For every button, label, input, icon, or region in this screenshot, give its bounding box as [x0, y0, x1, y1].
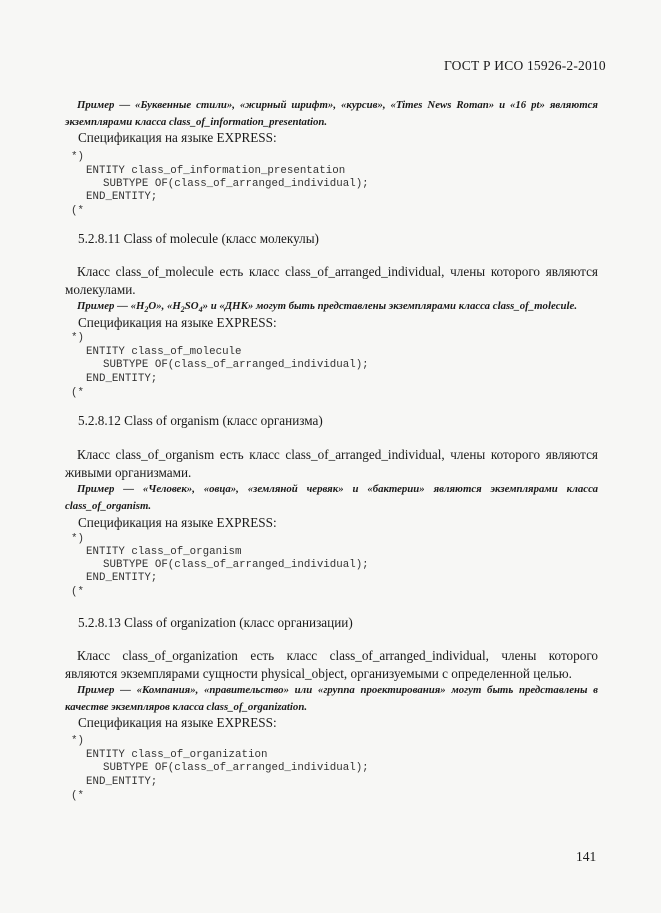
code-subtype: SUBTYPE OF(class_of_arranged_individual); — [103, 762, 369, 774]
express-code-block — [0, 150, 661, 234]
paragraph-organism: Класс class_of_organism есть класс class_of_arranged_individual, члены которого являются живыми организмами. — [65, 447, 598, 480]
code-end: END_ENTITY; — [86, 572, 158, 584]
spec-label: Спецификация на языке EXPRESS: — [78, 130, 277, 145]
code-end: END_ENTITY; — [86, 373, 158, 385]
example-note: Пример — «Буквенные стили», «жирный шрифт», «курсив», «Times News Roman» и «16 pt» являются экземплярами класса class_of_information_presentation. — [65, 99, 598, 128]
code-entity: ENTITY class_of_organization — [86, 749, 268, 761]
example-note-organism: Пример — «Человек», «овца», «земляной червяк» и «бактерии» являются экземплярами класса class_of_organism. — [65, 483, 598, 512]
code-entity: ENTITY class_of_organism — [86, 546, 242, 558]
code-open: *) — [71, 332, 84, 344]
section-heading-organism: 5.2.8.12 Class of organism (класс организма) — [78, 413, 323, 428]
code-close: (* — [71, 790, 84, 802]
code-close: (* — [71, 205, 84, 217]
code-subtype: SUBTYPE OF(class_of_arranged_individual); — [103, 359, 369, 371]
code-subtype: SUBTYPE OF(class_of_arranged_individual); — [103, 178, 369, 190]
spec-label: Спецификация на языке EXPRESS: — [78, 315, 277, 330]
code-end: END_ENTITY; — [86, 191, 158, 203]
code-entity: ENTITY class_of_molecule — [86, 346, 242, 358]
example-note-molecule: Пример — «$H_2O$», «$H_2SO_4$» и «ДНК» могут быть представлены экземплярами класса class_of_molecule. — [77, 300, 578, 315]
document-header: ГОСТ Р ИСО 15926-2-2010 — [444, 58, 606, 73]
paragraph-organization: Класс class_of_organization есть класс class_of_arranged_individual, члены которого являются экземплярами сущности physical_object, организуемыми с определенной целью. — [65, 648, 598, 681]
express-code-block — [0, 734, 661, 818]
section-heading-molecule: 5.2.8.11 Class of molecule (класс молекулы) — [78, 231, 319, 246]
code-end: END_ENTITY; — [86, 776, 158, 788]
code-open: *) — [71, 735, 84, 747]
code-entity: ENTITY class_of_information_presentation — [86, 165, 346, 177]
spec-label: Спецификация на языке EXPRESS: — [78, 715, 277, 730]
express-code-block — [0, 532, 661, 616]
spec-label: Спецификация на языке EXPRESS: — [78, 515, 277, 530]
paragraph-molecule: Класс class_of_molecule есть класс class_of_arranged_individual, члены которого являются молекулами. — [65, 264, 598, 297]
code-open: *) — [71, 533, 84, 545]
code-close: (* — [71, 387, 84, 399]
section-heading-organization: 5.2.8.13 Class of organization (класс организации) — [78, 615, 353, 630]
page-number: 141 — [576, 849, 597, 864]
express-code-block — [0, 331, 661, 415]
code-close: (* — [71, 586, 84, 598]
code-open: *) — [71, 151, 84, 163]
example-note-organization: Пример — «Компания», «правительство» или «группа проектирования» могут быть представлены в качестве экземпляров класса class_of_organization. — [65, 684, 598, 713]
code-subtype: SUBTYPE OF(class_of_arranged_individual); — [103, 559, 369, 571]
